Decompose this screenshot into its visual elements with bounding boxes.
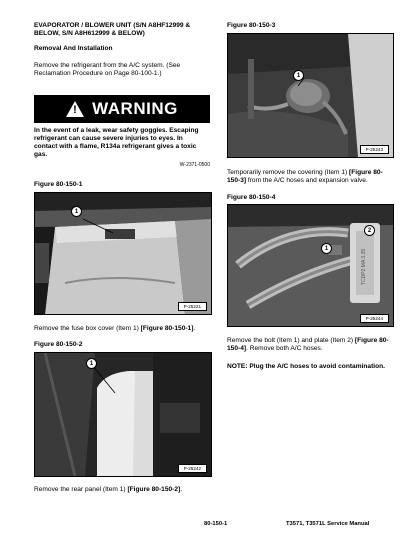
figure-1-pnum: P-25221: [178, 302, 207, 311]
figure-1-photo: [34, 192, 212, 315]
warning-text-line4: gas.: [34, 151, 48, 158]
figure-2-image: [35, 353, 211, 476]
figure-4-image: [228, 205, 393, 326]
figure-2-photo: [34, 352, 212, 477]
warning-text-line1: In the event of a leak, wear safety goggles. Escaping: [34, 127, 199, 134]
page-number: 80-150-1: [204, 521, 228, 527]
step-4-line1: Remove the bolt (Item 1) and plate (Item 2) [Figure 80-: [227, 337, 389, 344]
figure-2-callout-1: 1: [86, 358, 97, 369]
figure-2-label: Figure 80-150-2: [34, 341, 83, 348]
figure-3-photo: [227, 33, 394, 158]
figure-1-image: [35, 193, 211, 314]
warning-banner: [34, 95, 210, 123]
note: NOTE: Plug the A/C hoses to avoid contamination.: [227, 363, 386, 370]
section-title-line1: EVAPORATOR / BLOWER UNIT (S/N A8HF12999 &: [34, 22, 191, 29]
figure-2-pnum: P-25242: [178, 464, 207, 473]
svg-text:TCDP2 MA 3.25: TCDP2 MA 3.25: [361, 248, 367, 285]
section-title-line2: BELOW, S/N A8H612999 & BELOW): [34, 30, 145, 37]
step-2: Remove the rear panel (Item 1) [Figure 80-150-2].: [34, 486, 183, 493]
step-4-line2: 150-4]. Remove both A/C hoses.: [227, 345, 323, 352]
warning-ref: W-2371-0500: [179, 162, 210, 168]
intro-line2: Reclamation Procedure on Page 80-100-1.): [34, 70, 162, 77]
figure-3-callout-1: 1: [293, 70, 304, 81]
intro-line1: Remove the refrigerant from the A/C system. (See: [34, 62, 181, 69]
warning-label: WARNING: [92, 99, 178, 118]
section-subtitle: Removal And Installation: [34, 45, 113, 52]
step-3-line2: 150-3] from the A/C hoses and expansion valve.: [227, 177, 368, 184]
warning-text-line2: refrigerant can cause severe injuries to eyes. In: [34, 135, 183, 142]
warning-text-line3: contact with a flame, R134a refrigerant gives a toxic: [34, 143, 197, 150]
figure-4-callout-2: 2: [364, 225, 375, 236]
step-1: Remove the fuse box cover (Item 1) [Figure 80-150-1].: [34, 325, 196, 332]
figure-4-label: Figure 80-150-4: [227, 194, 276, 201]
figure-1-label: Figure 80-150-1: [34, 181, 83, 188]
manual-title: T3571, T3571L Service Manual: [286, 521, 370, 527]
figure-4-callout-1: 1: [321, 243, 332, 254]
figure-4-photo: [227, 204, 394, 327]
figure-4-pnum: P-25244: [360, 314, 389, 323]
figure-1-callout-1: 1: [71, 206, 82, 217]
figure-3-image: [228, 34, 393, 157]
step-3-line1: Temporarily remove the covering (Item 1) [Figure 80-: [227, 169, 383, 176]
warning-triangle-icon: !: [66, 101, 84, 117]
figure-3-label: Figure 80-150-3: [227, 22, 276, 29]
figure-3-pnum: P-25243: [360, 145, 389, 154]
